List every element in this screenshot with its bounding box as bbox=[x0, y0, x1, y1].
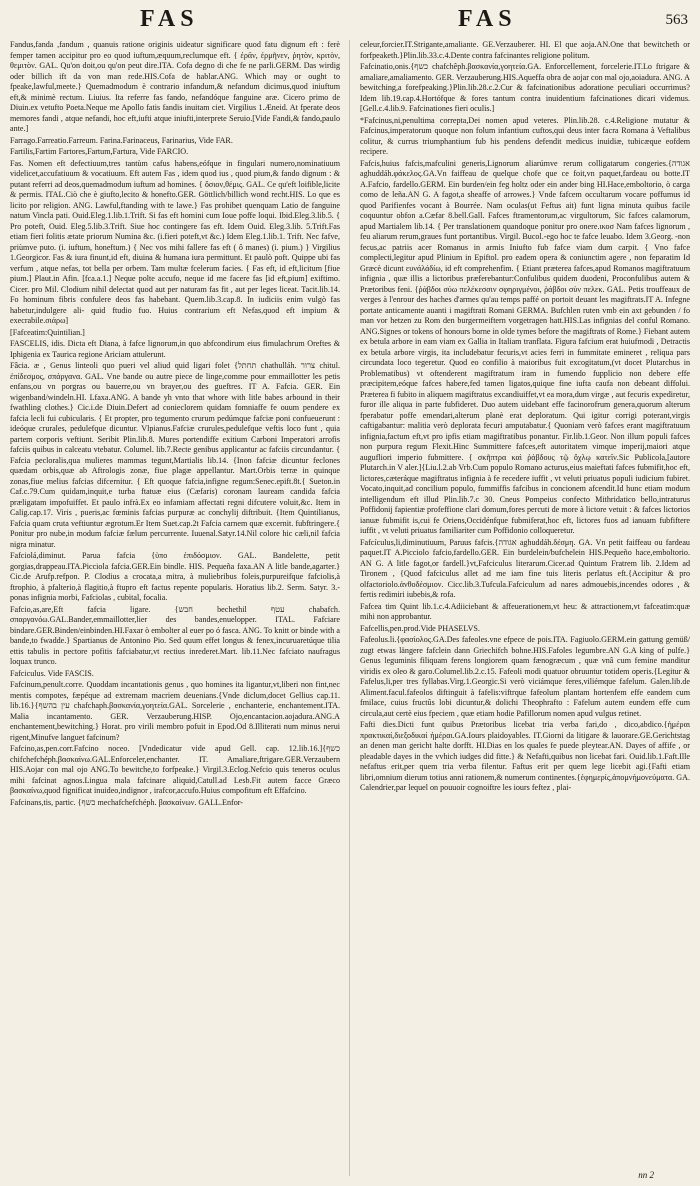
page-number: 563 bbox=[665, 12, 688, 28]
entry-fasceatim: Fafcea tim Quint lib.1.c.4.Adiiciebant & affeuerationem,vt heu: & attractionem,vt fafceatim:quæ mihi non approbantur. bbox=[360, 601, 690, 621]
right-column bbox=[360, 40, 690, 1178]
entry-fasciculus: Fafcículus,li,diminutiuum, Paruus fafcis.{אגודה aghuddáh.δέσμη. GA. Vn petit faiffeau ou fardeau paquet.IT A.Picciolo fafcio,fardello.GER. Ein burdelein/bufchelein HIS.Pequeño hace,emboltorio. AN G. A litle fagot,or fardell.}vt,Fafciculus literarum.Cicer.ad Quintum Fratrem lib. 2.Idem ad Tironem , {Quod fafciculus allet ad me iam fine tuis literis perlatus eft.{Accipitur & pro olfactoriolo.ἀνθοδέσμιον. Cicc.lib.3.Tufcula.Fafciculum ad nares admouebis,incendes odores , & fertis redimiri iubebis,& rofa. bbox=[360, 537, 690, 599]
entry-farrago: Farrago.Farreatio.Farreum. Farina.Farinaceus, Farinarius, Vide FAR. bbox=[10, 135, 233, 145]
right-running-headword: FAS bbox=[458, 6, 517, 32]
entry-fandus: Fandus,fanda ,fandum , quanuis ratione originis uideatur significare quod fatu dignum eft : ferè femper tamen accipitur pro eo quod iuftum,æquum,reclumque eft. { ἐρᾶν, ἐρμῆνεν, ῥητὸν, κριτὸν, θεμιτὸν. GAL. Qu'on doit,ou qu'on peut dire.ITA. Cofa degno di che fe ne parli.GERM. Das wirdig oder billich ift da von man rede.HIS.Cofa de hablar.ANG. Which may or ought to fpeake,lawful,meete.} Quemadmodum è contrario infandum,& nefandum dicimus,quod iniuftum eft,& minimè rectum. Liuius. Ita referre fas fando, nefandóque fanguine aræ. Cicero primo de Diuin.ex vetufto Poeta.Neque me Apollo fatis fandis inuitam ciet. Virgilius 1.Æneid. At fperate deos memores fandi , atque nefandi, hoc eft,iufti atque iniufti,interprete Seruio.[Vide Fandi,& fando,paulo ante.] bbox=[10, 40, 340, 133]
entry-fasciola: Fafciolá,diminut. Parua fafcia {ὑπο ἐπιδόσμιον. GAL. Bandelette, petit gorgias,drappeau.ITA.Picciola fafcia.GER.Ein bindle. HIS. Pequeña faxa.AN A litle bande,agarter.} Cic.de Arufp.refpon. P. Clodius a crocata,a mitra, à muliebribus foleis,purpureifque fafciolis,à ftrophio, à pfalterio,à flagitio,à ftupro eft factus repente popularis. Horatius lib.2. Serm. Satyr. 3.-ponas infignia morbi, Fafciolas , cubital, focalia. bbox=[10, 551, 340, 602]
entry-fascis: Fafcis,huius fafcis,mafculini generis,Lignorum aliarúmve rerum colligatarum congeries.{אגודה aghuddáh.φάκελος.GA.Vn faiffeau de quelque chofe que ce foit,vn paquet,fardeau ou botte.IT A.Fafcio, fardello.GERM. Ein burden/ein feg holtz oder ein ander bing HI.Hace,emboltorio, ò carga como de leña.AN G. A fagot,a sheaffe of arrowes.} Vnde fafcem occultarum vocare poffumus id quod Parifienfes vocant à Bourrée. Nam oculas(ut Feftus ait) funt ligna minuta quibus facile coquuntur obfon a.Cæfar 8.bell.Gall. Fafces ftramentorum,ac virgultorum, Sic fafces calamorum, apud Martialem lib.14. { Per translationem quandoque ponitur pro onere.ικοσ Nam fafces lignorum , feu aliarum rerum,graues funt portantibus. Virgil. Bucol.-ego hoc te fafce leuabo. Idem 3.Georg. -non fecus,ac patriis acer Romanus in armis Iniufto fub fafce viam dum carpit. { Vno fafce complecti,legitur apud Plinium in Epiftol. pro eadem opera & coniunctim agere , non feparatim Id Græcè dicunt ευνάλάδίω, id eft comprehenfim. { Etiant præterea fafces,apud Romanos magiftratuum infignia , quæ illis a lictoribus præferebantur:Confulibus quidem duodeni, Proconfulibus autem & Prætoribus feni. {ῥάβδοι σύω πελέκεσσιν σφηριγμένοι, ῥάβδοι σὺν πελεκ. GAL. Petis trouffeaux de verges à l'enrour des haches d'armes qu'au temps paffé on portoit deuant les magiftrats.IT A. Infegne portate anticamente auanti i magiftrati Romani GERMA. Bufchlen ruten vmb ein axt gebunden / fo man vor hetzen zu Rom den burgermeiftern vorgetragen hatt.HIS.Las infignias del conful Romano. ANG.Signes or tokens of honours borne in olde tymes before the magiftrats of Rome.} Fiebant autem ex betula arbore in eam viam ex Gallia in Italiam tranflata. Figura fafcium erat huiufmodi , Detractis ex betula arbore virgis, ita includebatur fecuris,vt acies ferri in fummitate emineret , reliqua pars circundata loco tegeretur. Quod eo confilio à maioribus fuit excogitatum,(vt docet Plutarchus in Problematibus) vt oftenderent magiftratum iram in fumendo fupplicio non debere effe præcipitem,eóque fafces habere,fed tamen ligatos,quique fine iufta caufa non debeant diffolui. Præterea fi fubito in aliquem magiftratus excandiuiffet,vt ea mora,dum virgæ , aut fecuris expediretur, furor ille aliqua in parte fubfideret. Duo autem uidebant effe facinorofrum genera,quorum alterum fperabatur poffe emendari,alterum planè erat deploratum. Qui igitur corrigi poterant,virgis caftigabantur: malitia verò deplorata fecuri amputabatur.{ Quoniam verò fafces erant magiftratuum infignia,factum eft,vt pro ipfis etiam magiftratibus ponantur. Fir.lib.1.Geor. Non illum populi fafces non purpura regum Flexit.Hinc Summittere fafces,eft autoritatem vimque imperij,maiori atque augufliori imperio fubmittere. { σκῆπτρα καὶ ῥάβδους τῷ ὄχλῳ κατεῖν.Sic Publicola,[autore Plutarch.in V aler.]{Liu.l.2.ab Vrb.Cum populo Romano acturus,eius maieftati fafces fubmifit,hoc eft, lictores,cæteráque magiftratus infignia à fe recedere iuffit , vt veluti priuatus populi iudicium fubiret. Vocato,inquit,ad concilium populo, fummiffis fafcibus in concionem afcendit.Id hunc etiam modum intelligendum eft illud Plin.lib.7.c 30. Cneus Pompeius confecto Mithridatico bello,intraturus Poffidonij fapientiæ profeffione clari domum,fores percuti de more à lictore vetuit : & fafces lictorios ianuæ fubmifit is,cui fe Oriens,Occidénfque fubmiferat,hoc eft, lictores fuos ad ianuam fubfiftere iuffit , vt veluti priuatus familiariter cum Poffidonio colloqueretur. bbox=[360, 158, 690, 535]
entry-fascelis: FASCELIS, idis. Dicta eft Diana, à fafce lignorum,in quo abfcondirum eius fimulachrum Oreftes & Iphigenia ex Taurica regione Ariciam attulerunt. bbox=[10, 339, 340, 359]
entry-fascia: Fâcia. æ , Genus linteoli quo pueri vel aliud quid ligari folet {תחתל chathulláh. צרור chitul. ἐπίδεσμος, σπάργανα. GAL. Vne bande ou autre piece de linge,comme pour emmaillotter les petis enfans,ou vn porgras ou bauerre,ou vn brayer,ou des gueftres. IT A. Fafcia. GER. Ein wigenband/windeln.HI. Lfaxa.ANG. A bande yh vnto that whore with litle babes arbound in their fwathling clothes.} Cic.i.de Diuin.Defert ad conieclorem quidam fomniaffe fe ouum pendere ex fafcia lecli fui cubicularis. { Et propter, pro tegumento crurum pedúmque fafciæ poni confueuerunt : ideóque crurales, pedulefque dicuntur. Vlpianus.Fafciæ crurules,pedulefque veftis loco funt , quia partem corporis veftiunt. Seribit Plin.lib.8. Mures portendiffe exitium Carboni Imperatori arrofis fafciis quibus in calceatu vtebatur. Columel. lib.7.Recte genibus applicantur ac fafciis circundantur. { Fafcia pecloralis,qua mulieres mammas tegunt,Martialis lib.14. {Inon fafciæ dicuntur feclones quædam orbis,quæ ab Aftrologis zonæ, fiue plagæ appellantur. Mart.Orbis terræ in quinque zonas,fiue melius fafcias difcernitur. { Eft quoque fafcia,infigne regum:Senec.epift.8t.{ Sueton.in Caf.c.79.Cum quidam,inquit,e turba ftatuæ eius (Cæfaris) coronam lauream candida fafcia præligatam impofuiffet. Et paulo infrà.Ex eo infamiam affectati regni difcutere voluit,&c. Item in Calig.cap.17. Viris , pueris,ac fœminis fafcias purpuræ ac conchylij diftribuit. {Item Quintilianus, Fafcia quam cruta veftiuntur ægrotum.Er Item Suet.cap.2t Fafcia carnem quæ excernit. fubftringere.{ Ponitur pro nube,in modum fafciæ fælum percurrente. Iuuenal.Satyr.14.Nil colore hic cæli,nil fafcia nigra minatur. bbox=[10, 361, 340, 549]
entry-fartilis: Fartilis,Fartim Fartores,Fartum,Fartura, Vide FARCIO. bbox=[10, 147, 189, 156]
entry-fascinatio: Fafcinatio,onis.{כשף chafchêph.βασκανία,γοητεία.GA. Enforcellement, forcelerie.IT.Lo ftrigare & amaliare,amaliamento. GER. Verzauberung.HIS.Aqueffa obra de aojar con mal ojo,aoiadura. ANG. A bewitching,a forefpeaking.}Plin.lib.28.c.2.Cur & fafcinationibus adoratione peculiari occurrimus?Idem lib.19.cap.4.Hortófque & fores tantum contra inuidentium fafcinationes dicari videmus.[Gell.c.4.lib.9. Fafcinationes fieri oculis.] bbox=[360, 62, 690, 113]
entry-fasellis: Fafcellis,pen.prod.Vide PHASELVS. bbox=[360, 623, 480, 633]
entry-fascino: Fafcino,as,pen.corr.Fafcino noceo. [Vndedicatur vide apud Gell. cap. 12.lib.16.]{כשף chifchefchéph.βασκαίνω.GAL.Enforceler,enchanter. IT. Amaliare,ftrigare.GER.Verzaubern HIS.Aojar con mal ojo ANG.To bewitche,to forfpeake.} Virgil.3.Eclog.Nefcio quis teneros oculus mihi fafcinat agnos.Lingua mala fafcinare aliquid,Catull.ad Lesb.Fit autem facce Græco βασκαίνω,quod fignificat inuideo,indignor , irafcor,accufo.Huius compofitum eft Effafcino. bbox=[10, 744, 340, 795]
entry-fascinans-cont: celeur,forcier.IT.Strigante,amaliante. GE.Verzauberer. HI. El que aoja.AN.One that bewitcheth or forfpeaketh.}Plin.lib.33.c.4.Dente contra fafcinantes religione politum. bbox=[360, 40, 690, 60]
entry-fascinans: Fafcinans,tis, partic. {כשף mechafchefchéph. βασκαίνων. GALL.Enfor- bbox=[10, 797, 243, 807]
page-header bbox=[0, 6, 700, 36]
entry-fascinum: Fafcinum,penult.corre. Quoddam incantationis genus , quo homines ita ligantur,vt,liberi non fint,nec mentis compotes, fæpéque ad extremam macriem deuenians.{Vnde diclum,docet Gellius cap.11. lib.16.}{עין בהשף chafchaph.βασκανία,γοητεία.GAL. Sorcelerie , enchanterie, enchantement.ITA. Malia incantamento. GER. Verzauberung.HISP. Ojo,encantacion.aojadura.ANG.A enchantement,bewitching.} Horat. pro virili membro pofuit in Epod.Od 8.Illiterati num minus nerui rigent,Minufve languet fafcinum? bbox=[10, 680, 340, 742]
entry-fasceatim-note: [Fafceatim:Quintilian.] bbox=[10, 327, 85, 337]
entry-fasciculus-ref: Fafciculus. Vide FASCIS. bbox=[10, 668, 94, 678]
entry-fascio: Fafcio,as,are,Eft fafcia ligare. {חבש bechethil עטף chabafch. σπαργανόω.GAL.Bander,emmaillotter,lier des bandes,enuelopper. ITAL. Fafciare bindare.GER.Binden/einbinden.HI.Faxar ò embolter al euer po ó fasca. ANG. To knitt or binde with a bande,to fwadde.} Spartianus de Antonino Pio. Sed quum effet longus & fenex,incuruaretúque tilia ettis tabulis in pectore pofitis fafciabatur,vt rectius inrederet.Mart. lib.11.Nec fafciato naufragus loquax trunco. bbox=[10, 604, 340, 666]
left-column bbox=[10, 40, 340, 1178]
entry-fas: Fas. Nomen eft defectiuum,tres tantùm cafus habens,eófque in fingulari numero,nominatiuum videlicet,accufatiuum & vocatiuum. Eft autem Fas , idem quod ius , quod pium,& fando dignum : & putant referri ad deos,quemadmodum iuftum ad homines. { ὅσιον,θέμις. GAL. Ce qu'eft loifible,licite & permis. ITAL.Ciò che è giufto,lecito & honefto.GER. Göttlich/billich wond recht.HIS. Lo que es licito por religion. ANG. Lawful,ftanding with te lawe.} Fas prohibet quenquam Latio de fanguine natum Vincla pati. Ouid.Eleg.1.lib.1.Trift. Si fas eft homini cum Ioue poffe loqui. Ibid.Eleg.3.lib.5. { Pro poteft, Ouid. Eleg.5.lib.3.Trift. Siue hoc contingere fas eft. Idem Ouid. Eleg.3.lib. 5.Trift.Fas etiam fieri folitis ætate priorum Numina &c. (i.fieri poteft,vt &c.) Idem Eleg.1.lib.1. Trift. Nec fafve, priùmve puto. (i. iuftum, honeftum.) { Nec vos mihi fallere fas eft ( ô manes) (i. pium.) } Virgilius 1.Georgicor. Fas & iura finunt,id eft, diuina & humana iura permittunt. Et paulò poft. Quippe ubi fas verfum , atque nefas, tot bella per orbem. Tam multæ fcelerum facies. { Fas eft, id eft,licitum [fiue pium.] Plaut.in Afin. [fca.a.1.] Neque polte accufo, neque id me facere fas [id eft,pium] exiftimo. Cicer. pro Mil. Clodium nihil delectat quod aut per naturam fas fit , aut per leges liceat. Tacit.lib.14. Fo hominum fibris confulere deos fas habebant. Quem.lib.3.cap.8. In iudiciis enim vulgò fas habetur,indulgere ali- quid ftudio fuo. Huius contrarium eft Nefas,quod eft impium & execrabile.σιάρω] bbox=[10, 158, 340, 325]
entry-fascinus: *Fafcinus,ni,penultima correpta,Dei nomen apud veteres. Plin.lib.28. c.4.Religione mutatur & Fafcinus,imperatorum quoque non folum infantium cuftos,qui deus inter facra Romana à Veftalibus colitur, & currus triumphantium fub his pendens defendit medicus inuidiæ, tubicæque eofdem recipere. bbox=[360, 115, 690, 156]
column-divider bbox=[349, 40, 350, 1176]
entry-fasti: Fafti dies.Dicti funt quibus Prætoribus licebat tria verba fari,do , dico,abdico.{ἡμέραι πρακτικαί,διεξοδικαί ἡμέραι.GA.Iours plaidoyables. IT.Giorni da litigare & lauorare.GE.Gerichtstag an denen man gericht halte dorfft. HI.Dias en los quales fe puede pleytear.AN. Dayes of affife , or pleadable dayes in the vvhich iudges did fitte.} & Nefafti,quibus non licebat fari. Ouid.lib.1.Faft.Ille nefaftus erit,per quem tria verba filentur. Faftus erit per quem lege licebit agi.{Fafti etiam libri,omnium dierum totius anni rationem,& numerum continentes.{ἐφημερίς,ἀπομνήμονεύματα. GA. Calendrier,par lequel on pouuoir cognoiftre les iours feftez , plai- bbox=[360, 720, 690, 792]
entry-faseolus: Fafeolus.li.{φασίολος.GA.Des fafeoles.vne efpece de pois.ITA. Fagiuolo.GERM.ein gattung gemüß/ zugt etwas längere fafclein dann Griechifch bohne.HIS.Fafoles legumbre.AN G.A king of pulfe.} Genus leguminis filiquam ferens longiorem quam fænogræcum , quæ vnâ cum femine manditur viridis ex oleo & garo.Columel.lib.2.c.15. Fafeoli modi quatuor obruuntur totidem operis.{Legitur & Fafelus,li,per tres fyllabas.Virg.1.Georgic.Si verò viciámque feres,viliémque fafelum. Galen.lib.de Aliment.facul.fafeolos diftinguit à fafelis:viftrque fafeolum plantam hortenfem effe eandem cum fmilace, cuius fructûs lobi dicuntur,& dolichi Theophrafto : Fafelum autem eundem effe cum circula,aut certè eius fpeciem , quæ etiam hodie Pafillorum nomen apud vulgus retinet. bbox=[360, 635, 690, 718]
left-running-headword: FAS bbox=[140, 6, 199, 32]
signature-mark: nn 2 bbox=[638, 1170, 654, 1180]
